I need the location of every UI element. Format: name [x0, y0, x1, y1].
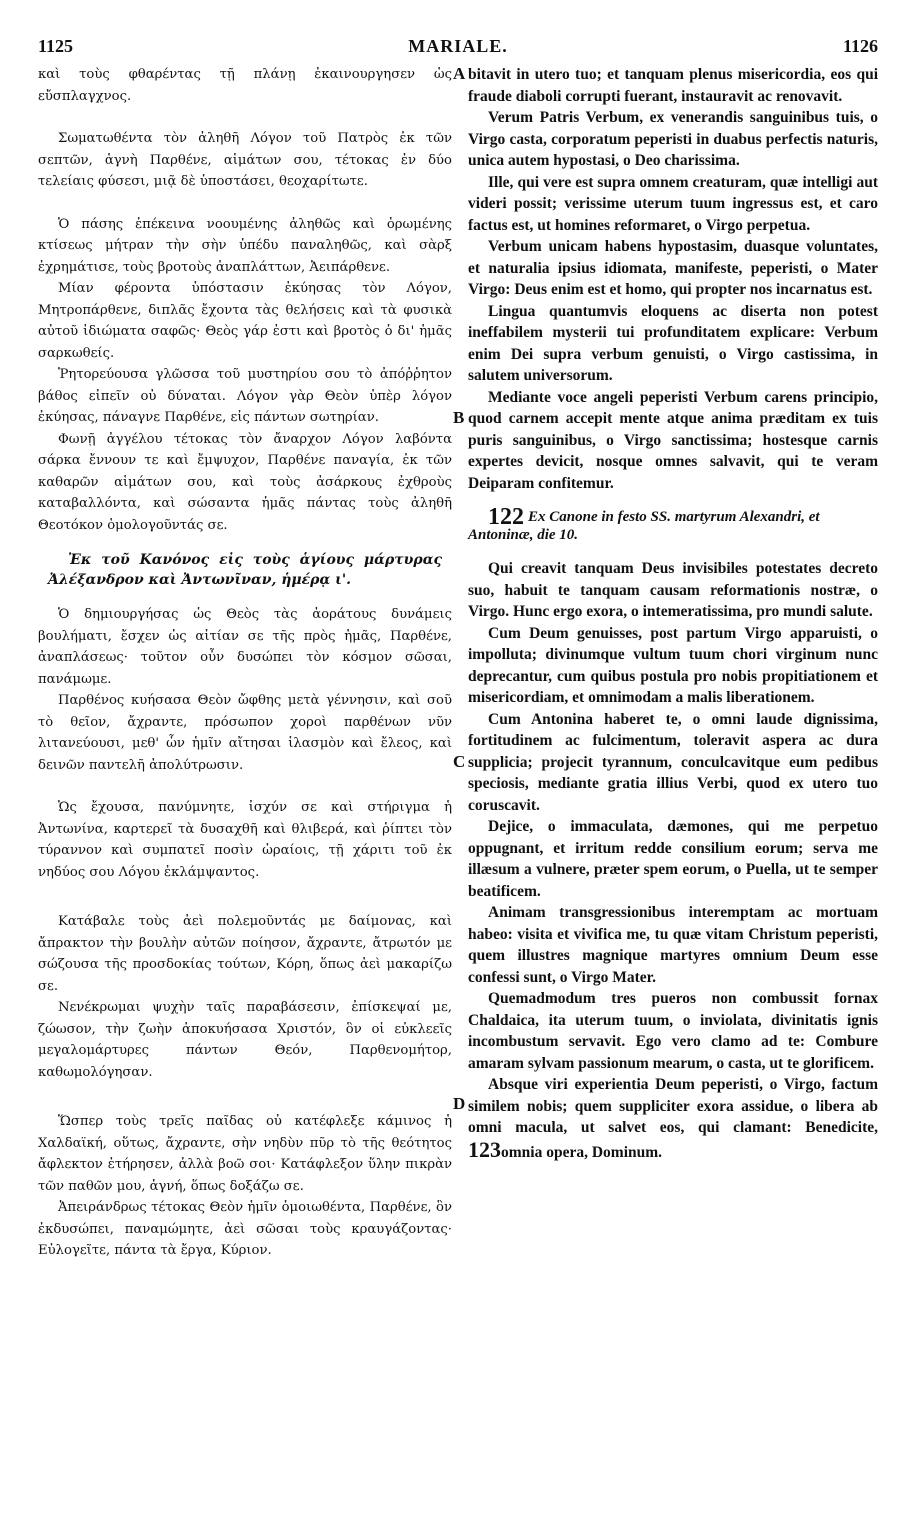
latin-paragraph	[468, 1074, 878, 1163]
latin-paragraph: Quemadmodum tres pueros non combussit fornax Chaldaica, ita uterum tuum, o inviolata, divinitatis ignis incombustum servavit. Ego vero clamo ad te: Combure amaram sylvam passionum mearum, o casta, ut te glorificem.	[468, 990, 878, 1072]
latin-text: Absque viri experientia Deum peperisti, o Virgo, factum similem nobis; quem suppliciter exora assidue, o libera ab omni macula, ut salvet eos, qui clamant: Benedicite,	[468, 1076, 878, 1136]
margin-marker-a: A	[453, 64, 466, 83]
latin-paragraph: Ille, qui vere est supra omnem creaturam, quæ intelligi aut videri possit; verissime uterum tuum ingressus est, et caro factus est, ut homines reformaret, o Virgo perpetua.	[468, 173, 878, 234]
latin-paragraph: Animam transgressionibus interemptam ac mortuam habeo: visita et vivifica me, tu quæ vitam Christum peperisti, quem illustres magnique martyres omnium Deum esse confessi sunt, o Virgo Mater.	[468, 904, 878, 986]
latin-column	[468, 64, 878, 1163]
greek-paragraph: Ὁ δημιουργήσας ὡς Θεὸς τὰς ἀοράτους δυνάμεις βουλήματι, ἔσχεν ὡς αἰτίαν σε τῆς πρὸς ἡμᾶς, Παρθένε, ἀναπλάσεως· τοῦτον οὖν δυσώπει τὸν κόσμον σῶσαι, πανάμωμε.	[38, 607, 452, 687]
column-number: 122	[488, 504, 524, 530]
greek-column	[38, 64, 452, 1262]
page-header	[38, 36, 878, 60]
margin-marker-b: B	[453, 408, 465, 427]
latin-paragraph: Lingua quantumvis eloquens ac diserta non potest ineffabilem mysterii tui profunditatem explicare: Verbum enim Dei supra verbum genuisti, o Virgo castissima, in salutem universorum.	[468, 302, 878, 384]
greek-paragraph: Ὡς ἔχουσα, πανύμνητε, ἰσχύν σε καὶ στήριγμα ἡ Ἀντωνίνα, καρτερεῖ τὰ δυσαχθῆ καὶ θλιβερά, καὶ ῥίπτει τὸν τύραννον καὶ συμπατεῖ ποσὶν ὡραίοις, τῇ χάριτι τοῦ ἐκ νηδύος σου Λόγου ἐκλάμψαντος.	[38, 800, 452, 880]
greek-paragraph: Μίαν φέροντα ὑπόστασιν ἐκύησας τὸν Λόγον, Μητροπάρθενε, διπλᾶς ἔχοντα τὰς θελήσεις καὶ τὰ φυσικὰ αὐτοῦ ἰδιώματα σαφῶς· Θεὸς γάρ ἐστι καὶ βροτὸς ὁ δι' ἡμᾶς σαρκωθείς.	[38, 281, 452, 361]
margin-marker-c: C	[453, 752, 466, 771]
column-number: 123	[468, 1136, 501, 1162]
greek-paragraph: Ὥσπερ τοὺς τρεῖς παῖδας οὐ κατέφλεξε κάμινος ἡ Χαλδαϊκή, οὕτως, ἄχραντε, σὴν νηδὺν πῦρ τὸ τῆς θεότητος ἄφλεκτον ἐτήρησεν, ἀλλὰ βοῶ σοι· Κατάφλεξον ὕλην πικρὰν τῶν παθῶν μου, ἁγνή, ὅπως δοξάζω σε.	[38, 1114, 452, 1194]
latin-heading-text: Ex Canone in festo SS. martyrum Alexandri, et Antoninæ, die 10.	[468, 509, 820, 543]
latin-paragraph: Cum Antonina haberet te, o omni laude dignissima, fortitudinem ac fulcimentum, toleravit aspera ac dura supplicia; projecit tyrannum, conculcavitque eum pedibus speciosis, mediante gratia illius Verbi, quod ex utero tuo coruscavit.	[468, 710, 878, 814]
latin-paragraph: Dejice, o immaculata, dæmones, qui me perpetuo oppugnant, et irritum redde consilium eorum; serva me illæsum a vulnere, præter spem eorum, o Puella, ut te semper beatificem.	[468, 818, 878, 900]
latin-paragraph: Mediante voce angeli peperisti Verbum carens principio, quod carnem accepit mente atque anima præditam ex tuis puris sanguinibus, o Virgo sanctissima; hostesque carnis expertes devicit, nosque omnes salvavit, qui te veram Deiparam confitemur.	[468, 388, 878, 492]
latin-paragraph: Verbum unicam habens hypostasim, duasque voluntates, et naturalia ipsius idiomata, manifeste, peperisti, o Mater Virgo: Deus enim est et homo, qui propter nos incarnatus est.	[468, 238, 878, 298]
margin-marker-d: D	[453, 1094, 466, 1113]
latin-paragraph: Verum Patris Verbum, ex venerandis sanguinibus tuis, o Virgo casta, corporatum peperisti in duabus perfectis naturis, unica autem hypostasi, o Deo charissima.	[468, 109, 878, 169]
greek-paragraph: Ἀπειράνδρως τέτοκας Θεὸν ἡμῖν ὁμοιωθέντα, Παρθένε, ὃν ἐκδυσώπει, παναμώμητε, ἀεὶ σῶσαι τοὺς κραυγάζοντας· Εὐλογεῖτε, πάντα τὰ ἔργα, Κύριον.	[38, 1200, 452, 1258]
running-title: MARIALE.	[408, 36, 508, 56]
greek-paragraph: Παρθένος κυήσασα Θεὸν ὤφθης μετὰ γέννησιν, καὶ σοῦ τὸ θεῖον, ἄχραντε, πρόσωπον χοροὶ παρθένων νῦν λιτανεύουσι, μεθ' ὧν ἡμῖν αἴτησαι ἱλασμὸν καὶ ἔλεος, καὶ δεινῶν παντελῆ ἀπολύτρωσιν.	[38, 693, 452, 773]
page-number-left: 1125	[38, 36, 74, 56]
page-number-right: 1126	[842, 36, 878, 56]
greek-paragraph: Ὁ πάσης ἐπέκεινα νοουμένης ἀληθῶς καὶ ὁρωμένης κτίσεως μήτραν τὴν σὴν ὑπέδυ παναληθῶς, καὶ σὰρξ ἐχρημάτισε, τοὺς βροτοὺς ἀναπλάττων, Ἀειπάρθενε.	[38, 216, 452, 275]
greek-paragraph: Κατάβαλε τοὺς ἀεὶ πολεμοῦντάς με δαίμονας, καὶ ἄπρακτον τὴν βουλὴν αὐτῶν ποίησον, ἄχραντε, ἄτρωτόν με σώζουσα τῆς προσδοκίας τούτων, Κόρη, ὅπως ἀεὶ μακαρίζω σε.	[38, 914, 452, 994]
latin-text: omnia opera, Dominum.	[501, 1143, 663, 1161]
latin-paragraph: bitavit in utero tuo; et tanquam plenus misericordia, eos qui fraude diaboli corrupti fuerant, instauravit ac renovavit.	[468, 66, 878, 105]
latin-paragraph: Qui creavit tanquam Deus invisibiles potestates decreto suo, habuit te tanquam causam reformationis nostræ, o Virgo. Hunc ergo exora, o intemeratissima, pro mundi salute.	[468, 560, 878, 620]
greek-paragraph: Νενέκρωμαι ψυχὴν ταῖς παραβάσεσιν, ἐπίσκεψαί με, ζώωσον, τὴν ζωὴν ἀποκυήσασα Χριστόν, ὃν οἱ εὐκλεεῖς μεγαλομάρτυρες πάντων Θεόν, Παρθενομήτορ, καθωμολόγησαν.	[38, 1000, 452, 1080]
latin-section-heading	[468, 504, 878, 544]
latin-paragraph: Cum Deum genuisses, post partum Virgo apparuisti, o impolluta; divinumque vultum tuum chori virginum nunc deprecantur, cum quibus postula pro nobis propitiationem et misericordiam, et omnimodam a malis liberationem.	[468, 624, 878, 706]
greek-paragraph: καὶ τοὺς φθαρέντας τῇ πλάνῃ ἐκαινουργησεν ὡς εὔσπλαγχνος.	[38, 67, 452, 104]
greek-paragraph: Ῥητορεύουσα γλῶσσα τοῦ μυστηρίου σου τὸ ἀπόῤῥητον βάθος εἰπεῖν οὐ δύναται. Λόγον γὰρ Θεὸν ὑπὲρ λόγον ἐκύησας, πάναγνε Παρθένε, εἰς πάντων σωτηρίαν.	[38, 367, 452, 425]
greek-paragraph: Φωνῇ ἀγγέλου τέτοκας τὸν ἄναρχον Λόγον λαβόντα σάρκα ἔννουν τε καὶ ἔμψυχον, Παρθένε παναγία, ἐκ τῶν καθαρῶν αἱμάτων σου, καὶ τοὺς ἀσάρκους ἐχθροὺς καταβαλλόντα, καὶ σώσαντα ἡμᾶς πάντας τοὺς ἀληθῆ Θεοτόκον ὁμολογοῦντάς σε.	[38, 431, 452, 533]
greek-paragraph: Σωματωθέντα τὸν ἀληθῆ Λόγον τοῦ Πατρὸς ἐκ τῶν σεπτῶν, ἁγνὴ Παρθένε, αἱμάτων σου, τέτοκας ἐν δύο τελείαις φύσεσι, μιᾷ δὲ ὑποστάσει, θεοχαρίτωτε.	[38, 131, 452, 189]
greek-section-heading: Ἐκ τοῦ Κανόνος εἰς τοὺς ἁγίους μάρτυρας Ἀλέξανδρον καὶ Ἀντωνῖναν, ἡμέρᾳ ι'.	[48, 552, 442, 588]
